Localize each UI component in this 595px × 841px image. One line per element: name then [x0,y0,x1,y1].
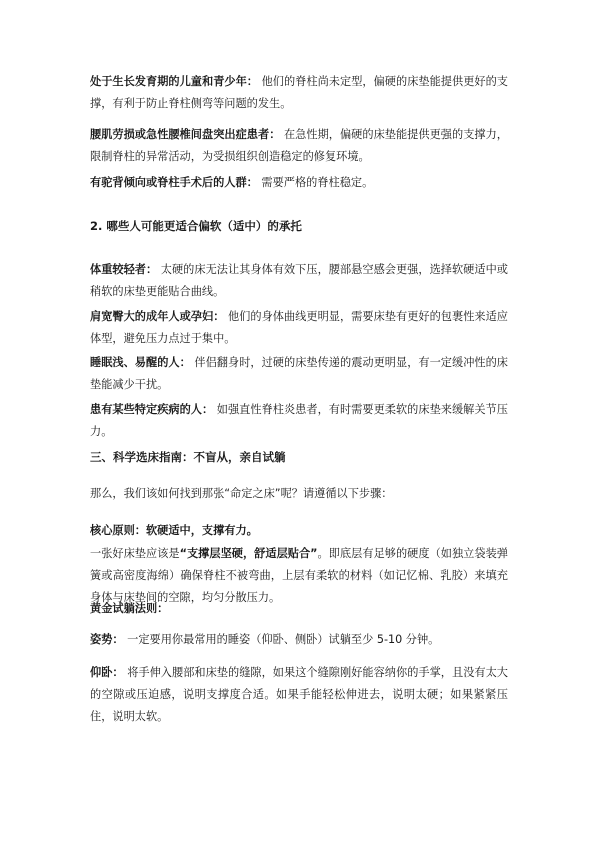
desc: 如强直性脊柱炎患者，有时需要更柔软的床垫来缓解关节压力。 [90,403,508,438]
term: 姿势： [90,633,124,646]
soft-item-light-sleeper [90,352,508,396]
soft-item-light [90,259,508,303]
term: 肩宽臀大的成年人或孕妇： [90,310,225,323]
core-post: 。即底层有足够的硬度（如独立袋装弹簧或高密度海绵）确保脊柱不被弯曲，上层有柔软的材料（如记忆棉、乳胶）来填充身体与床垫间的空隙，均匀分散压力。 [90,547,508,604]
term: 体重较轻者： [90,263,158,276]
desc: 太硬的床无法让其身体有效下压，腰部悬空感会更强，选择软硬适中或稍软的床垫更能贴合曲线。 [90,263,508,298]
desc: 需要严格的脊柱稳定。 [261,176,374,189]
term: 处于生长发育期的儿童和青少年： [90,75,259,88]
soft-item-disease [90,399,508,443]
desc: 他们的身体曲线更明显，需要床垫有更好的包裹性来适应体型，避免压力点过于集中。 [90,310,508,345]
core-bold: “支撑层坚硬，舒适层贴合” [179,547,318,560]
term: 仰卧： [90,666,124,679]
core-pre: 一张好床垫应该是 [90,547,180,560]
term: 腰肌劳损或急性腰椎间盘突出症患者： [90,128,281,141]
core-principle-heading: 核心原则：软硬适中，支撑有力。 [90,524,258,537]
desc: 一定要用你最常用的睡姿（仰卧、侧卧）试躺至少 5-10 分钟。 [127,633,440,646]
term: 患有某些特定疾病的人： [90,403,214,416]
term: 有驼背倾向或脊柱手术后的人群： [90,176,258,189]
desc: 在急性期，偏硬的床垫能提供更强的支撑力，限制脊柱的异常活动，为受损组织创造稳定的修复环境。 [90,128,508,163]
term: 睡眠浅、易醒的人： [90,356,191,369]
section-heading-soft: 2. 哪些人可能更适合偏软（适中）的承托 [90,219,302,233]
firm-item-children [90,71,508,115]
section-heading-guide: 三、科学选床指南：不盲从，亲自试躺 [90,450,286,464]
desc: 他们的脊柱尚未定型，偏硬的床垫能提供更好的支撑，有利于防止脊柱侧弯等问题的发生。 [90,75,508,110]
supine-item [90,662,508,728]
firm-item-hunchback [90,172,508,194]
posture-item [90,629,508,651]
soft-item-curvy [90,306,508,350]
desc: 伴侣翻身时，过硬的床垫传递的震动更明显，有一定缓冲性的床垫能减少干扰。 [90,356,508,391]
firm-item-lumbar [90,124,508,168]
guide-intro: 那么，我们该如何找到那张“命定之床”呢？请遵循以下步骤： [90,487,393,500]
desc: 将手伸入腰部和床垫的缝隙，如果这个缝隙刚好能容纳你的手掌，且没有太大的空隙或压迫感，说明支撑度合适。如果手能轻松伸进去，说明太硬；如果紧紧压住，说明太软。 [90,666,508,723]
golden-rule-heading: 黄金试躺法则： [90,602,169,615]
